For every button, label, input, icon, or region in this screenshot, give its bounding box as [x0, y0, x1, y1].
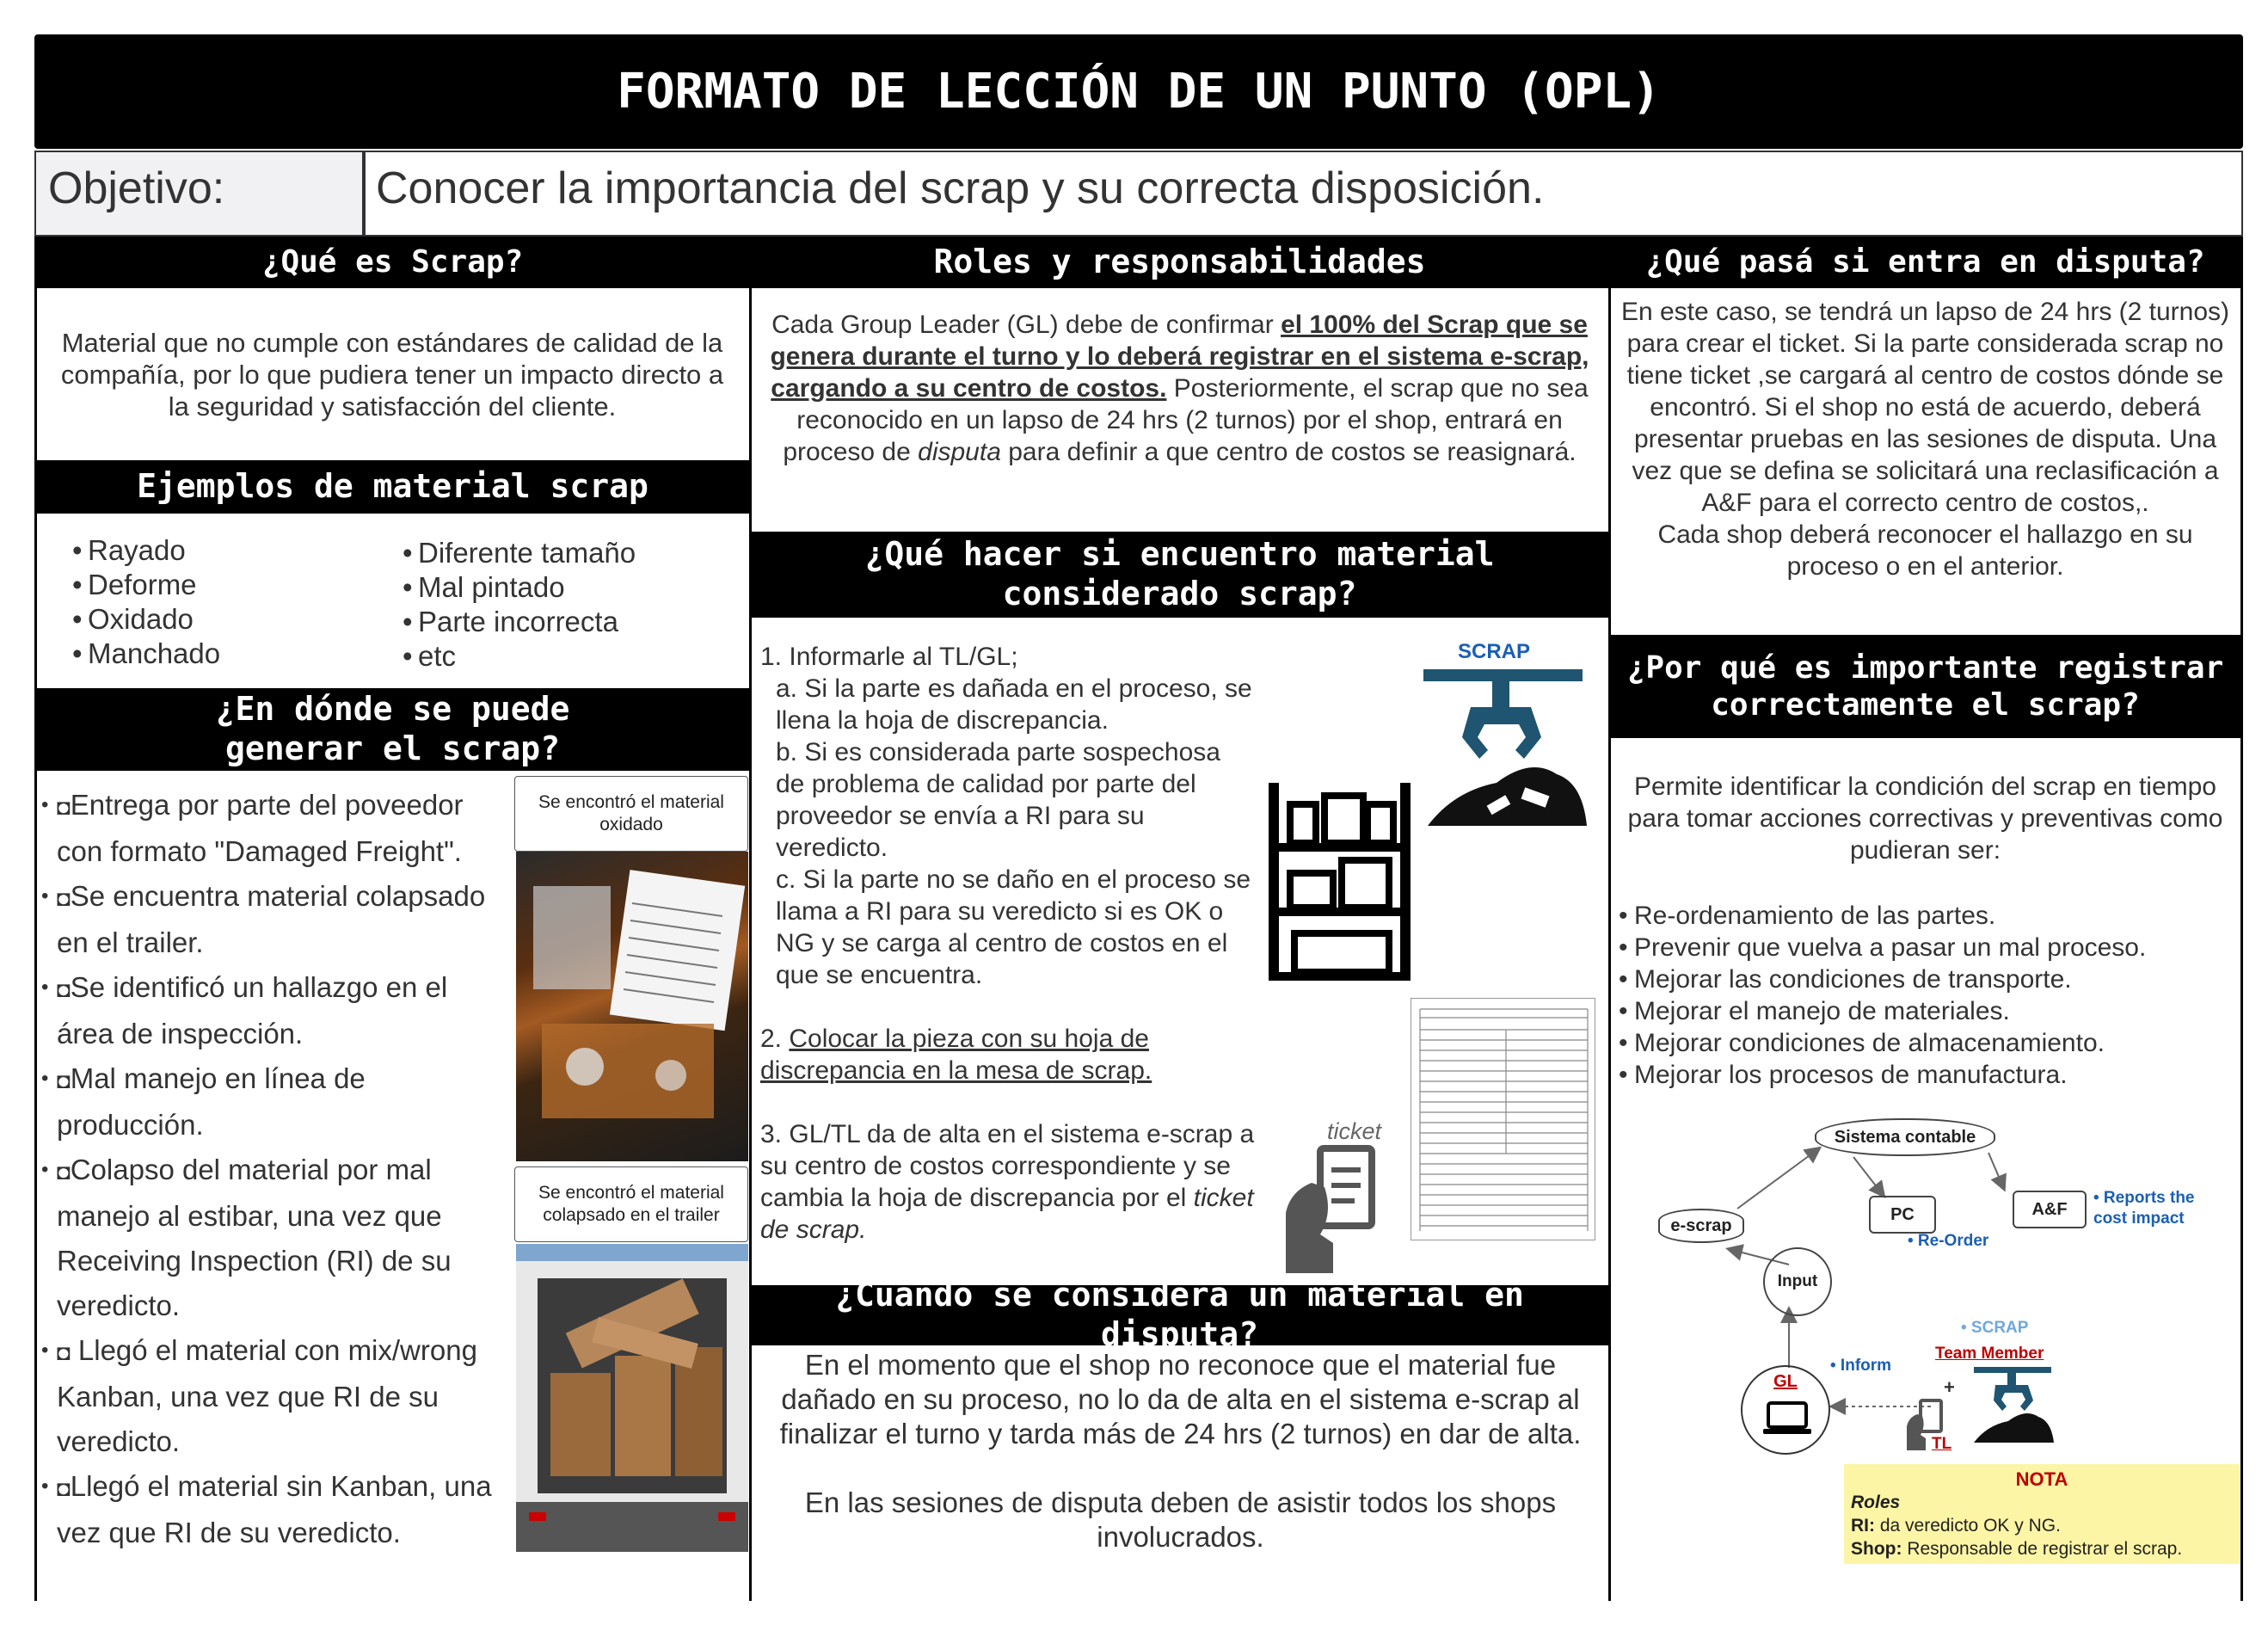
list-item: • ◘Entrega por parte del poveedor con formato "Damaged Freight". — [41, 783, 497, 874]
ticket-label: ticket — [1327, 1118, 1382, 1144]
scrap-diagram-label: • SCRAP — [1961, 1319, 2029, 1337]
dispute-when-body-1: En el momento que el shop no reconoce que el material fue dañado en su proceso, no lo da de alta en el sistema e-scrap al finalizar el turno y tarda más de 24 hrs (2 turnos) en dar de alta. — [779, 1349, 1582, 1449]
note-roles: Roles — [1851, 1493, 1901, 1512]
dispute-when-heading: ¿Cuando se considera un material en disputa? — [751, 1285, 1608, 1345]
note-box — [1844, 1464, 2240, 1564]
gl-label: GL — [1773, 1372, 1798, 1391]
rusted-material-photo — [516, 852, 748, 1161]
step-1: 1. Informarle al TL/GL; — [760, 643, 1018, 671]
why-list — [1619, 900, 2238, 1091]
list-item: • ◘Se encuentra material colapsado en el trailer. — [41, 874, 497, 965]
team-member-scrap-icon — [1970, 1363, 2056, 1445]
list-item: • ◘ Llegó el material con mix/wrong Kanban, una vez que RI de su veredicto. — [41, 1328, 497, 1464]
note-title: NOTA — [2015, 1468, 2068, 1490]
examples-heading: Ejemplos de material scrap — [36, 460, 749, 514]
list-item: • Rayado — [72, 533, 382, 568]
list-item: • Deforme — [72, 568, 382, 602]
what-to-do-heading: ¿Qué hacer si encuentro material considerado scrap? — [751, 532, 1608, 618]
dispute-when-body-2: En las sesiones de disputa deben de asistir todos los shops involucrados. — [804, 1486, 1557, 1553]
collapsed-trailer-photo — [516, 1244, 748, 1552]
list-item: • Re-ordenamiento de las partes. — [1619, 900, 2238, 932]
examples-list-right — [403, 536, 738, 674]
pc-node: PC — [1869, 1196, 1936, 1234]
step-1c: c. Si la parte no se daño en el proceso se llama a RI para su veredicto si es OK o NG y se carga al centro de costos en el que se encuentra. — [776, 865, 1251, 989]
where-heading: ¿En dónde se puede generar el scrap? — [36, 688, 749, 771]
list-item: • Mejorar condiciones de almacenamiento. — [1619, 1027, 2238, 1059]
ticket-hand-icon — [1282, 1144, 1380, 1273]
list-item: • Oxidado — [72, 602, 382, 637]
roles-body: Cada Group Leader (GL) debe de confirmar el 100% del Scrap que se genera durante el turno y lo deberá registrar en el sistema e-scrap, cargando a su centro de costos. Posteriormente, el scrap que no sea reconocido en un lapso de 24 hrs (2 turnos) por el shop, entrará en proceso de disputa para definir a que centro de costos se reasignará. — [770, 311, 1589, 466]
list-item: • Prevenir que vuelva a pasar un mal proceso. — [1619, 932, 2238, 963]
gl-node — [1741, 1365, 1830, 1455]
objective-label: Objetivo: — [34, 151, 364, 237]
af-node: A&F — [2013, 1191, 2087, 1228]
list-item: • ◘Se identificó un hallazgo en el área de inspección. — [41, 965, 497, 1056]
caption-rusted: Se encontró el material oxidado — [514, 776, 748, 852]
where-list — [41, 783, 497, 1555]
scrap-label: SCRAP — [1458, 640, 1531, 663]
caption-collapsed: Se encontró el material colapsado en el trailer — [514, 1166, 748, 1242]
objective-text: Conocer la importancia del scrap y su correcta disposición. — [364, 151, 2243, 237]
scrap-claw-icon — [1419, 662, 1591, 830]
reports-label: • Reports the cost impact — [2093, 1189, 2195, 1228]
list-item: • ◘Colapso del material por mal manejo al estibar, una vez que Receiving Inspection (RI) de su veredicto. — [41, 1148, 497, 1328]
note-ri: RI: da veredicto OK y NG. — [1851, 1516, 2061, 1536]
discrepancy-sheet-image — [1411, 998, 1595, 1240]
step-1a: a. Si la parte es dañada en el proceso, se llena la hoja de discrepancia. — [776, 674, 1252, 735]
examples-list-left — [72, 533, 382, 671]
list-item: • Manchado — [72, 637, 382, 671]
dispute-what-body: En este caso, se tendrá un lapso de 24 hrs (2 turnos) para crear el ticket. Si la parte considerada scrap no tiene ticket ,se cargará al centro de costos dónde se encontró. Si el shop no está de acuerdo, deberá presentar pruebas en las sesiones de disputa. Una vez que se defina se solicitará una reclasificación a A&F para el correcto centro de costos,. Cada shop deberá reconocer el hallazgo en su proceso o en el anterior. — [1620, 298, 2230, 581]
list-item: • Mejorar los procesos de manufactura. — [1619, 1059, 2238, 1091]
list-item: • Diferente tamaño — [403, 536, 738, 570]
what-to-do-steps — [760, 641, 1255, 1246]
list-item: • Parte incorrecta — [403, 605, 738, 639]
e-scrap-node: e-scrap — [1658, 1209, 1744, 1243]
step-1b: b. Si es considerada parte sospechosa de problema de calidad por parte del proveedor se envía a RI para su veredicto. — [776, 738, 1220, 862]
list-item: • etc — [403, 639, 738, 674]
step-3: 3. GL/TL da de alta en el sistema e-scrap a su centro de costos correspondiente y se cambia la hoja de discrepancia por el ticket de scrap. — [760, 1120, 1255, 1244]
shelf-icon — [1264, 779, 1419, 985]
what-is-scrap-body: Material que no cumple con estándares de calidad de la compañía, por lo que pudiera tener un impacto directo a la seguridad y satisfacción del cliente. — [60, 328, 724, 422]
note-shop: Shop: Responsable de registrar el scrap. — [1851, 1539, 2183, 1559]
dispute-what-heading: ¿Qué pasá si entra en disputa? — [1610, 237, 2240, 288]
what-is-scrap-heading: ¿Qué es Scrap? — [36, 237, 749, 288]
inform-label: • Inform — [1830, 1357, 1892, 1375]
why-intro: Permite identificar la condición del scrap en tiempo para tomar acciones correctivas y preventivas como pudieran ser: — [1627, 772, 2223, 865]
tl-label: TL — [1932, 1435, 1952, 1453]
list-item: • ◘Mal manejo en línea de producción. — [41, 1056, 497, 1148]
list-item: • ◘Llegó el material sin Kanban, una vez que RI de su veredicto. — [41, 1464, 497, 1555]
why-heading: ¿Por qué es importante registrar correctamente el scrap? — [1610, 635, 2240, 738]
page-title: FORMATO DE LECCIÓN DE UN PUNTO (OPL) — [34, 34, 2243, 149]
roles-heading: Roles y responsabilidades — [751, 237, 1608, 288]
sistema-contable-node: Sistema contable — [1815, 1118, 1995, 1156]
team-member-label: Team Member — [1935, 1345, 2044, 1363]
list-item: • Mal pintado — [403, 570, 738, 605]
laptop-icon — [1761, 1400, 1813, 1437]
list-item: • Mejorar el manejo de materiales. — [1619, 995, 2238, 1027]
plus-label: + — [1944, 1376, 1955, 1398]
reorder-label: • Re-Order — [1908, 1232, 1989, 1250]
list-item: • Mejorar las condiciones de transporte. — [1619, 963, 2238, 995]
step-2: 2. Colocar la pieza con su hoja de discrepancia en la mesa de scrap. — [760, 1025, 1152, 1085]
input-node: Input — [1763, 1247, 1832, 1316]
